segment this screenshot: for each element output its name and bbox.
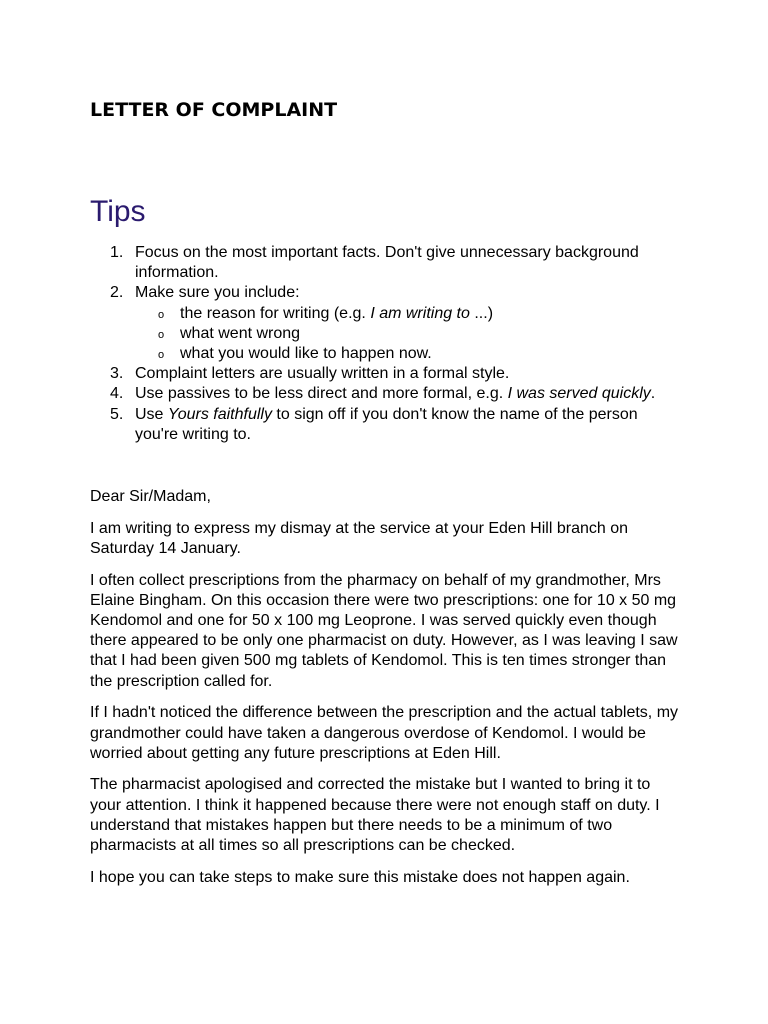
tip-item-3 xyxy=(90,364,680,384)
sub-item-what-went-wrong xyxy=(90,324,680,344)
letter-paragraph: If I hadn't noticed the difference between the prescription and the actual tablets, my grandmother could have taken a dangerous overdose of Kendomol. I would be worried about getting any future prescriptions at Eden Hill. xyxy=(90,704,679,762)
tip-italic: Yours faithfully xyxy=(167,405,272,423)
letter-salutation: Dear Sir/Madam, xyxy=(90,488,211,505)
tip-text-end: . xyxy=(650,385,656,403)
letter-paragraph: I am writing to express my dismay at the service at your Eden Hill branch on Saturday 14 January. xyxy=(90,519,628,557)
tips-list xyxy=(90,243,680,445)
tip-text: Focus on the most important facts. Don't give unnecessary background information. xyxy=(135,244,639,282)
letter-paragraph: I often collect prescriptions from the pharmacy on behalf of my grandmother, Mrs Elaine Bingham. On this occasion there were two prescriptions: one for 10 x 50 mg Kendomol and one for 50 x 100 mg Leoprone. I was served quickly even though there appeared to be only one pharmacist on duty. However, as I was leaving I saw that I had been given 500 mg tablets of Kendomol. This is ten times stronger than the prescription called for. xyxy=(90,571,678,690)
circle-bullet-icon: o xyxy=(158,328,165,341)
sub-item-text: the reason for writing (e.g. xyxy=(180,304,371,322)
letter-paragraph: I hope you can take steps to make sure this mistake does not happen again. xyxy=(90,868,630,886)
sub-item-text: what went wrong xyxy=(180,324,301,342)
tip-number: 5. xyxy=(110,405,124,423)
letter-body xyxy=(90,487,680,899)
tip-item-1 xyxy=(90,243,680,283)
sub-item-happen-now xyxy=(90,344,680,364)
circle-bullet-icon: o xyxy=(158,349,165,362)
tip-item-4 xyxy=(90,384,680,404)
tip-number: 4. xyxy=(110,385,124,403)
sub-item-reason xyxy=(90,304,680,324)
tip-text: Use xyxy=(135,405,168,423)
tip-text: Use passives to be less direct and more formal, e.g. xyxy=(135,385,508,403)
circle-bullet-icon: o xyxy=(158,308,165,321)
tip-text: Complaint letters are usually written in a formal style. xyxy=(135,365,510,383)
tip-item-2 xyxy=(90,283,680,303)
sub-item-text: what you would like to happen now. xyxy=(180,345,432,363)
tip-text: Make sure you include: xyxy=(135,284,300,302)
sub-item-text-end: ...) xyxy=(469,304,494,322)
tips-heading: Tips xyxy=(90,195,146,228)
tip-text-end: to sign off if you don't know the name of the person you're writing to. xyxy=(135,405,638,443)
sub-item-italic: I am writing to xyxy=(370,304,470,322)
tip-italic: I was served quickly xyxy=(507,385,651,403)
tip-number: 3. xyxy=(110,365,124,383)
letter-paragraph: The pharmacist apologised and corrected the mistake but I wanted to bring it to your attention. I think it happened because there were not enough staff on duty. I understand that mistakes happen but there needs to be a minimum of two pharmacists at all times so all prescriptions can be checked. xyxy=(90,776,660,855)
tip-number: 2. xyxy=(110,284,124,302)
document-title: LETTER OF COMPLAINT xyxy=(90,99,338,121)
tip-number: 1. xyxy=(110,244,124,261)
tip-item-5 xyxy=(90,405,680,445)
